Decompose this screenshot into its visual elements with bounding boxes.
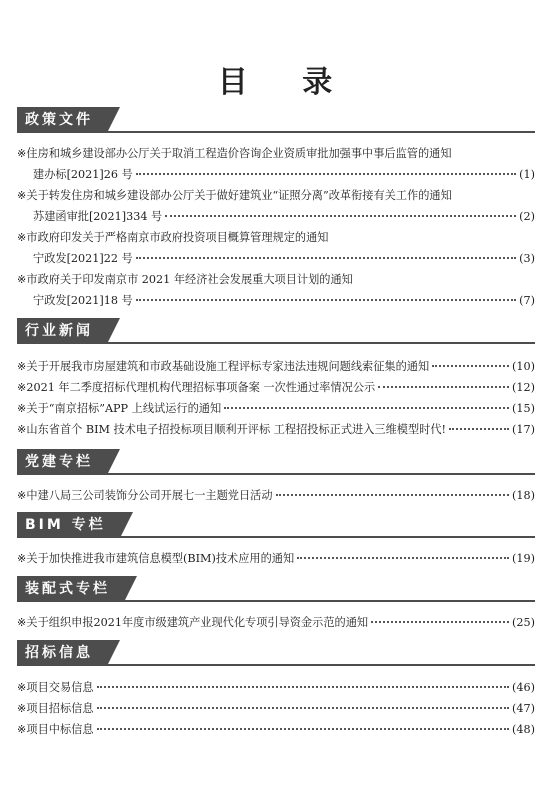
section-header — [17, 107, 535, 133]
entry-page: (17) — [512, 423, 535, 436]
toc-entry[interactable] — [17, 698, 535, 719]
entry-page: (10) — [512, 360, 535, 373]
entry-page: (19) — [512, 552, 535, 565]
toc-entry[interactable] — [17, 677, 535, 698]
section-industry-news — [17, 318, 535, 440]
toc-entry[interactable] — [17, 185, 535, 227]
section-rule — [17, 473, 535, 475]
dot-leader — [378, 385, 509, 388]
entry-page: (7) — [519, 294, 535, 307]
entry-title: 项目交易信息 — [26, 681, 94, 694]
dot-leader — [224, 406, 509, 409]
entry-page: (18) — [512, 489, 535, 502]
entry-title: 市政府关于印发南京市 2021 年经济社会发展重大项目计划的通知 — [26, 273, 353, 286]
toc-entry[interactable] — [17, 719, 535, 740]
section-heading: BIM 专栏 — [17, 512, 120, 538]
section-heading: 招标信息 — [17, 640, 107, 666]
section-party-building — [17, 449, 535, 506]
entry-title: 关于转发住房和城乡建设部办公厅关于做好建筑业“证照分离”改革衔接有关工作的通知 — [26, 189, 452, 202]
toc-entry[interactable] — [17, 485, 535, 506]
entry-title: 市政府印发关于严格南京市政府投资项目概算管理规定的通知 — [26, 231, 329, 244]
toc-entry[interactable] — [17, 548, 535, 569]
entry-title: 关于“南京招标”APP 上线试运行的通知 — [26, 402, 222, 415]
entry-page: (25) — [512, 616, 535, 629]
bullet-mark: ※ — [17, 616, 27, 629]
section-bim — [17, 512, 535, 569]
entry-page: (48) — [512, 723, 535, 736]
bullet-mark: ※ — [17, 723, 27, 736]
section-header — [17, 318, 535, 344]
section-rule — [17, 536, 535, 538]
section-header — [17, 576, 535, 602]
section-rule — [17, 342, 535, 344]
section-heading: 党建专栏 — [17, 449, 107, 475]
bullet-mark: ※ — [17, 402, 27, 415]
entry-page: (47) — [512, 702, 535, 715]
dot-leader — [165, 214, 516, 217]
section-rule — [17, 131, 535, 133]
entry-title: 住房和城乡建设部办公厅关于取消工程造价咨询企业资质审批加强事中事后监管的通知 — [26, 147, 452, 160]
entry-doc-number: 建办标[2021]26 号 — [33, 168, 133, 181]
dot-leader — [449, 427, 509, 430]
section-header — [17, 640, 535, 666]
bullet-mark: ※ — [17, 489, 27, 502]
toc-entry[interactable] — [17, 398, 535, 419]
section-header — [17, 512, 535, 538]
toc-entry[interactable] — [17, 612, 535, 633]
entry-page: (12) — [512, 381, 535, 394]
dot-leader — [276, 493, 510, 496]
entry-title: 2021 年二季度招标代理机构代理招标事项备案 一次性通过率情况公示 — [26, 381, 376, 394]
dot-leader — [97, 706, 510, 709]
entry-page: (46) — [512, 681, 535, 694]
entry-title: 项目中标信息 — [26, 723, 94, 736]
entry-doc-number: 宁政发[2021]18 号 — [33, 294, 133, 307]
dot-leader — [297, 556, 509, 559]
entry-title: 中建八局三公司装饰分公司开展七一主题党日活动 — [26, 489, 273, 502]
entry-title: 关于加快推进我市建筑信息模型(BIM)技术应用的通知 — [26, 552, 295, 565]
toc-entry[interactable] — [17, 419, 535, 440]
section-policy — [17, 107, 535, 311]
dot-leader — [432, 364, 509, 367]
toc-entry[interactable] — [17, 356, 535, 377]
dot-leader — [136, 172, 516, 175]
entry-page: (15) — [512, 402, 535, 415]
toc-entry[interactable] — [17, 377, 535, 398]
section-prefab — [17, 576, 535, 633]
entry-title: 关于组织申报2021年度市级建筑产业现代化专项引导资金示范的通知 — [26, 616, 369, 629]
bullet-mark: ※ — [17, 273, 27, 286]
bullet-mark: ※ — [17, 552, 27, 565]
bullet-mark: ※ — [17, 381, 27, 394]
section-heading: 政策文件 — [17, 107, 107, 133]
bullet-mark: ※ — [17, 681, 27, 694]
section-heading: 行业新闻 — [17, 318, 107, 344]
toc-entry[interactable] — [17, 227, 535, 269]
entry-title: 关于开展我市房屋建筑和市政基础设施工程评标专家违法违规问题线索征集的通知 — [26, 360, 430, 373]
bullet-mark: ※ — [17, 423, 27, 436]
entry-doc-number: 宁政发[2021]22 号 — [33, 252, 133, 265]
bullet-mark: ※ — [17, 147, 27, 160]
section-rule — [17, 600, 535, 602]
toc-entry[interactable] — [17, 143, 535, 185]
toc-entry[interactable] — [17, 269, 535, 311]
entry-page: (2) — [519, 210, 535, 223]
dot-leader — [97, 727, 510, 730]
section-heading: 装配式专栏 — [17, 576, 124, 602]
entry-title: 项目招标信息 — [26, 702, 94, 715]
entry-doc-number: 苏建函审批[2021]334 号 — [33, 210, 163, 223]
dot-leader — [136, 256, 516, 259]
page-title: 目 录 — [217, 65, 355, 100]
dot-leader — [371, 620, 509, 623]
bullet-mark: ※ — [17, 189, 27, 202]
dot-leader — [136, 298, 516, 301]
section-rule — [17, 664, 535, 666]
section-tender-info — [17, 640, 535, 740]
bullet-mark: ※ — [17, 702, 27, 715]
section-header — [17, 449, 535, 475]
entry-page: (3) — [519, 252, 535, 265]
dot-leader — [97, 685, 510, 688]
entry-title: 山东省首个 BIM 技术电子招投标项目顺利开评标 工程招投标正式进入三维模型时代! — [26, 423, 447, 436]
entry-page: (1) — [519, 168, 535, 181]
bullet-mark: ※ — [17, 231, 27, 244]
bullet-mark: ※ — [17, 360, 27, 373]
